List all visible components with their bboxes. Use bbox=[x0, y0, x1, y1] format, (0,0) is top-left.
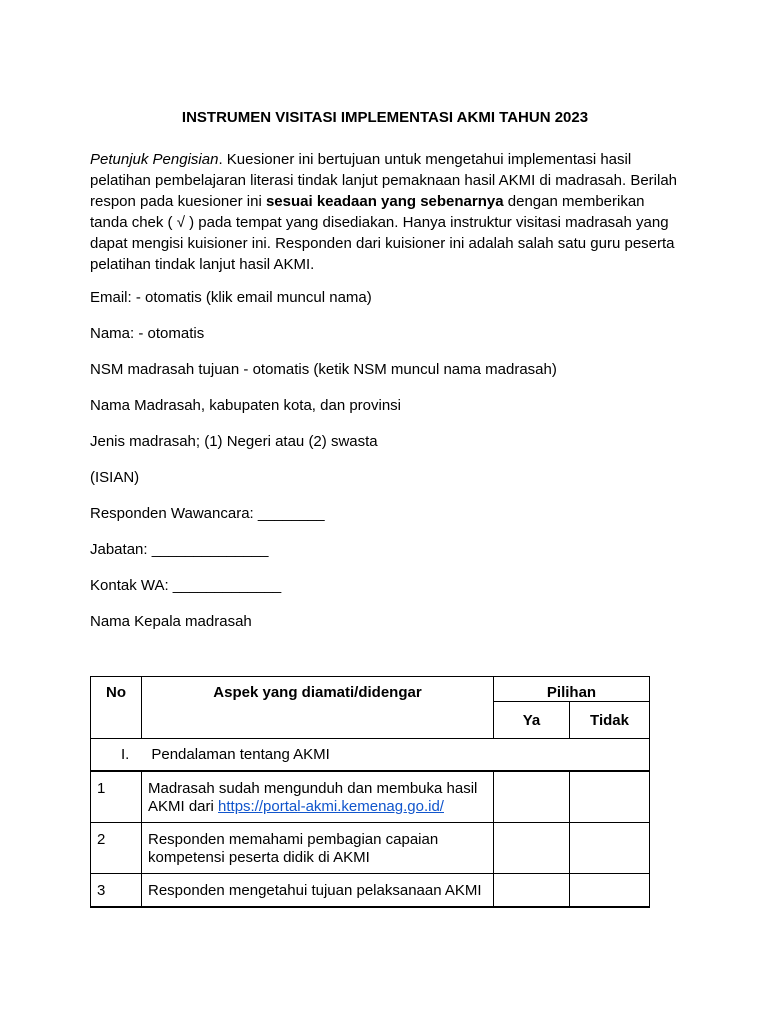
checkbox-tidak-cell[interactable] bbox=[570, 874, 650, 908]
row-number: 3 bbox=[91, 874, 142, 908]
instructions-text-2: dengan memberikan tanda chek ( √ ) pada tempat yang disediakan. Hanya instruktur visitasi madrasah yang dapat mengisi kuisioner ini. Responden dari kuisioner ini adalah salah satu guru peserta pelatihan tindak lanjut hasil AKMI. bbox=[90, 193, 675, 273]
checkbox-tidak-cell[interactable] bbox=[570, 823, 650, 874]
checkbox-ya-cell[interactable] bbox=[494, 771, 570, 823]
header-aspek: Aspek yang diamati/didengar bbox=[142, 677, 494, 739]
field-email: Email: - otomatis (klik email muncul nama) bbox=[90, 289, 372, 306]
header-tidak: Tidak bbox=[570, 702, 650, 739]
field-kontak-wa: Kontak WA: _____________ bbox=[90, 577, 282, 594]
instructions-emphasis: sesuai keadaan yang sebenarnya bbox=[265, 193, 504, 210]
section-title: Pendalaman tentang AKMI bbox=[151, 746, 330, 763]
field-nama-madrasah: Nama Madrasah, kabupaten kota, dan provinsi bbox=[90, 397, 402, 414]
instructions-label: Petunjuk Pengisian bbox=[90, 151, 219, 168]
header-pilihan: Pilihan bbox=[494, 677, 650, 702]
section-cell bbox=[91, 739, 650, 772]
table-row bbox=[91, 874, 650, 908]
row-aspect-text: Madrasah sudah mengunduh dan membuka hasil AKMI dari bbox=[148, 780, 478, 815]
field-isian: (ISIAN) bbox=[90, 469, 140, 486]
row-aspect: Responden memahami pembagian capaian kompetensi peserta didik di AKMI bbox=[142, 823, 494, 874]
observation-table bbox=[90, 676, 650, 908]
checkbox-tidak-cell[interactable] bbox=[570, 771, 650, 823]
document-title: INSTRUMEN VISITASI IMPLEMENTASI AKMI TAHUN 2023 bbox=[181, 109, 589, 126]
table-header-row bbox=[91, 677, 650, 702]
field-kepala-madrasah: Nama Kepala madrasah bbox=[90, 613, 252, 630]
checkbox-ya-cell[interactable] bbox=[494, 874, 570, 908]
header-no: No bbox=[91, 677, 142, 739]
header-ya: Ya bbox=[494, 702, 570, 739]
table-row bbox=[91, 771, 650, 823]
instructions-paragraph bbox=[90, 149, 680, 275]
table-row bbox=[91, 823, 650, 874]
field-jabatan: Jabatan: ______________ bbox=[90, 541, 269, 558]
portal-akmi-link[interactable]: https://portal-akmi.kemenag.go.id/ bbox=[218, 798, 444, 815]
section-number: I. bbox=[121, 746, 130, 763]
field-nsm: NSM madrasah tujuan - otomatis (ketik NSM muncul nama madrasah) bbox=[90, 361, 557, 378]
row-number: 2 bbox=[91, 823, 142, 874]
row-number: 1 bbox=[91, 771, 142, 823]
row-aspect: Responden mengetahui tujuan pelaksanaan AKMI bbox=[142, 874, 494, 908]
field-jenis-madrasah: Jenis madrasah; (1) Negeri atau (2) swasta bbox=[90, 433, 378, 450]
field-responden: Responden Wawancara: ________ bbox=[90, 505, 325, 522]
instructions-text-1: . Kuesioner ini bertujuan untuk mengetahui implementasi hasil pelatihan pembelajaran literasi tindak lanjut pemaknaan hasil AKMI di madrasah. Berilah respon pada kuesioner ini bbox=[90, 151, 678, 210]
field-nama: Nama: - otomatis bbox=[90, 325, 205, 342]
section-row bbox=[91, 739, 650, 772]
checkbox-ya-cell[interactable] bbox=[494, 823, 570, 874]
row-aspect bbox=[142, 771, 494, 823]
